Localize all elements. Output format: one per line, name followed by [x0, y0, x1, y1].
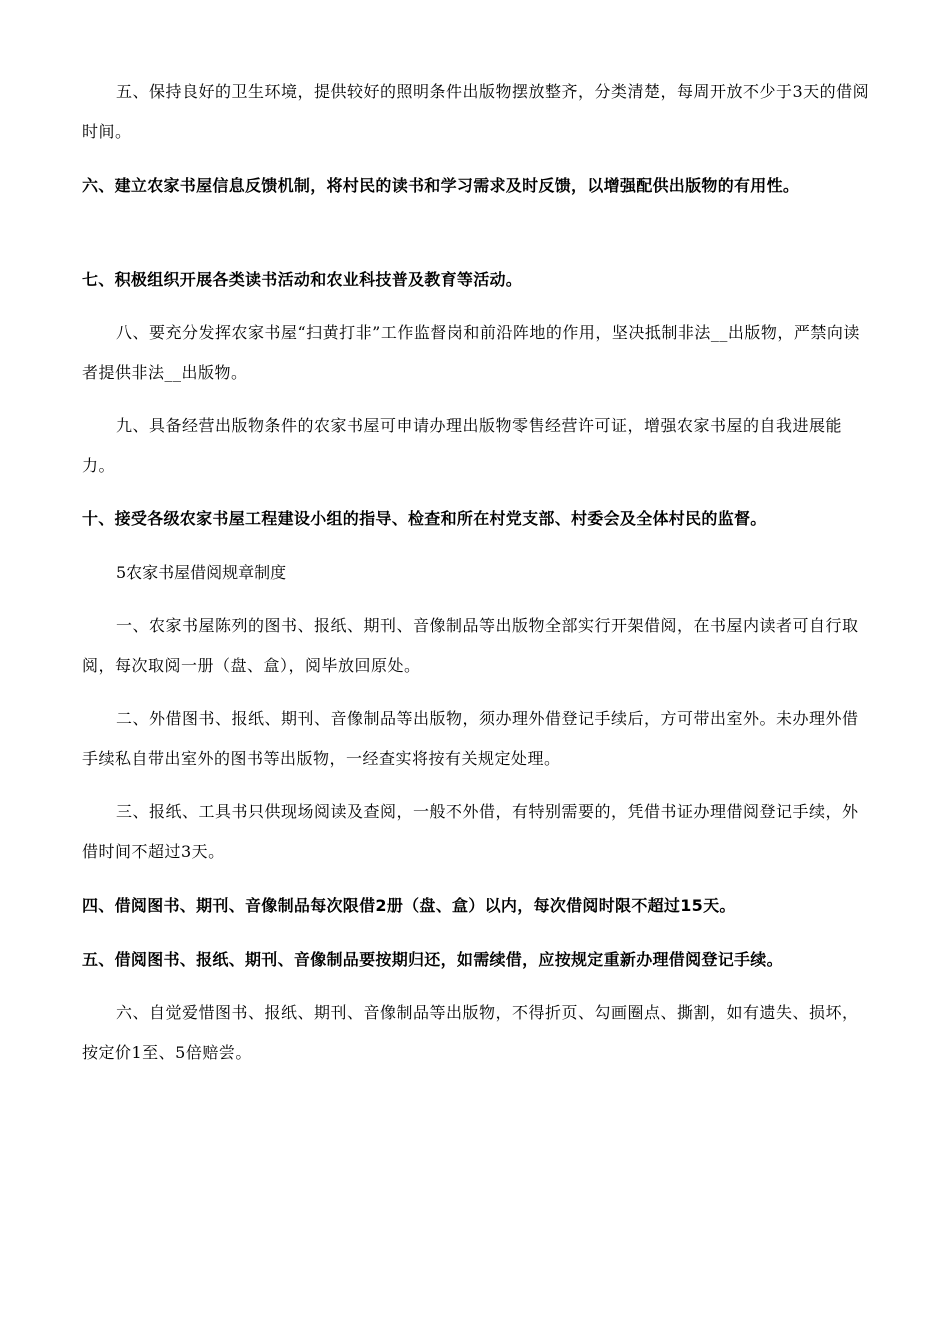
paragraph-10-oversight: 十、接受各级农家书屋工程建设小组的指导、检查和所在村党支部、村委会及全体村民的监督。	[82, 509, 767, 528]
paragraph-9-license: 九、具备经营出版物条件的农家书屋可申请办理出版物零售经营许可证，增强农家书屋的自我进展能力。	[82, 416, 843, 475]
paragraph-6-feedback: 六、建立农家书屋信息反馈机制，将村民的读书和学习需求及时反馈，以增强配供出版物的有用性。	[82, 176, 800, 195]
paragraph-7-activities: 七、积极组织开展各类读书活动和农业科技普及教育等活动。	[82, 270, 523, 289]
section-title: 5农家书屋借阅规章制度	[116, 563, 287, 582]
rule-3-newspapers: 三、报纸、工具书只供现场阅读及查阅，一般不外借，有特别需要的，凭借书证办理借阅登记手续，外借时间不超过3天。	[82, 802, 859, 861]
rule-1-open-shelf: 一、农家书屋陈列的图书、报纸、期刊、音像制品等出版物全部实行开架借阅，在书屋内读者可自行取阅，每次取阅一册（盘、盒），阅毕放回原处。	[82, 616, 859, 675]
rule-5-return: 五、借阅图书、报纸、期刊、音像制品要按期归还，如需续借，应按规定重新办理借阅登记手续。	[82, 950, 783, 969]
rule-4-loan-limit: 四、借阅图书、期刊、音像制品每次限借2册（盘、盒）以内，每次借阅时限不超过15天。	[82, 896, 736, 915]
paragraph-5-hygiene: 五、保持良好的卫生环境，提供较好的照明条件出版物摆放整齐，分类清楚，每周开放不少于3天的借阅时间。	[82, 82, 870, 141]
rule-2-external-loan: 二、外借图书、报纸、期刊、音像制品等出版物，须办理外借登记手续后，方可带出室外。未办理外借手续私自带出室外的图书等出版物，一经查实将按有关规定处理。	[82, 709, 859, 768]
rule-6-compensation: 六、自觉爱惜图书、报纸、期刊、音像制品等出版物，不得折页、勾画圈点、撕割，如有遗失、损坏，按定价1至、5倍赔尝。	[82, 1003, 859, 1062]
paragraph-8-supervision: 八、要充分发挥农家书屋“扫黄打非”工作监督岗和前沿阵地的作用，坚决抵制非法__出版物，严禁向读者提供非法__出版物。	[82, 323, 860, 382]
